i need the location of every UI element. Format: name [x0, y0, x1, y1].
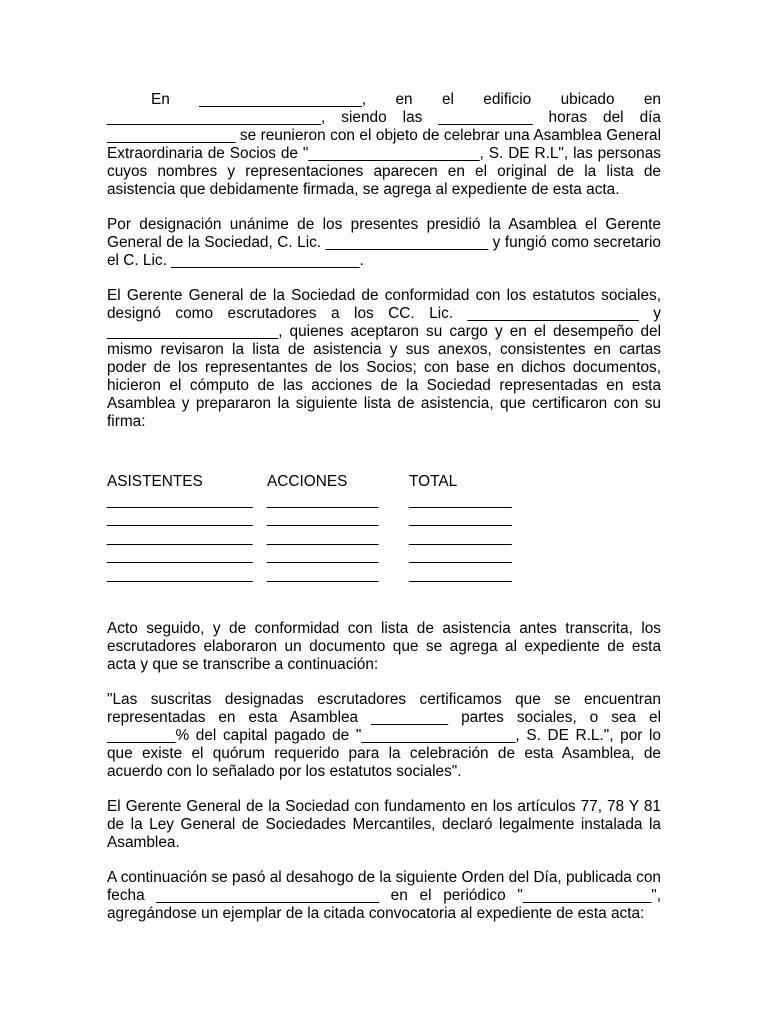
- cell-asistente-blank: _________________: [107, 510, 253, 527]
- cell-acciones-blank: _____________: [267, 547, 379, 564]
- paragraph-opening: En ___________________, en el edificio ubicado en _________________________, siendo las ___________ horas del día _______________ se reunieron con el objeto de celebrar una Asamblea General Extraordinaria de Socios de "____________________, S. DE R.L", las personas cuyos nombres y representaciones aparecen en el original de la lista de asistencia que debidamente firmada, se agrega al expediente de esta acta.: [107, 91, 666, 198]
- header-total: TOTAL: [409, 473, 458, 490]
- cell-acciones-blank: _____________: [267, 528, 379, 546]
- attendance-table: [107, 473, 661, 584]
- cell-asistente-blank: _________________: [107, 547, 253, 564]
- paragraph-transcription: Acto seguido, y de conformidad con lista de asistencia antes transcrita, los escrutadores elaboraron un documento que se agrega al expediente de esta acta y que se transcribe a continuación:: [107, 620, 666, 673]
- cell-total-blank: ____________: [409, 528, 512, 546]
- paragraph-certification: "Las suscritas designadas escrutadores certificamos que se encuentran representadas en esta Asamblea _________ partes sociales, o sea el ________% del capital pagado de "__________________, S. DE R.L.", por lo que existe el quórum requerido para la celebración de esta Asamblea, de acuerdo con lo señalado por los estatutos sociales".: [107, 691, 666, 780]
- table-row: [107, 529, 661, 548]
- header-acciones: ACCIONES: [267, 473, 348, 490]
- cell-total-blank: ____________: [409, 491, 512, 509]
- cell-asistente-blank: _________________: [107, 565, 253, 583]
- cell-total-blank: ____________: [409, 565, 512, 583]
- table-row: [107, 566, 661, 585]
- paragraph-agenda: A continuación se pasó al desahogo de la siguiente Orden del Día, publicada con fecha __________________________ en el periódico "_______________", agregándose un ejemplar de la citada convocatoria al expediente de esta acta:: [107, 869, 666, 922]
- cell-total-blank: ____________: [409, 547, 512, 564]
- cell-acciones-blank: _____________: [267, 491, 379, 509]
- paragraph-installation: El Gerente General de la Sociedad con fundamento en los artículos 77, 78 Y 81 de la Ley General de Sociedades Mercantiles, declaró legalmente instalada la Asamblea.: [107, 798, 666, 851]
- header-asistentes: ASISTENTES: [107, 473, 203, 490]
- table-row: [107, 492, 661, 511]
- paragraph-designation: Por designación unánime de los presentes presidió la Asamblea el Gerente General de la Sociedad, C. Lic. ___________________ y fungió como secretario el C. Lic. ______________________.: [107, 216, 666, 269]
- cell-acciones-blank: _____________: [267, 565, 379, 583]
- table-row: [107, 547, 661, 566]
- table-row: [107, 510, 661, 529]
- cell-acciones-blank: _____________: [267, 510, 379, 527]
- attendance-table-header: [107, 473, 661, 492]
- cell-total-blank: ____________: [409, 510, 512, 527]
- paragraph-scrutineers: El Gerente General de la Sociedad de conformidad con los estatutos sociales, designó como escrutadores a los CC. Lic. ____________________ y ____________________, quienes aceptaron su cargo y en el desempeño del mismo revisaron la lista de asistencia y sus anexos, consistentes en cartas poder de los representantes de los Socios; con base en dichos documentos, hicieron el cómputo de las acciones de la Sociedad representadas en esta Asamblea y prepararon la siguiente lista de asistencia, que certificaron con su firma:: [107, 287, 666, 430]
- cell-asistente-blank: _________________: [107, 528, 253, 546]
- cell-asistente-blank: _________________: [107, 491, 253, 509]
